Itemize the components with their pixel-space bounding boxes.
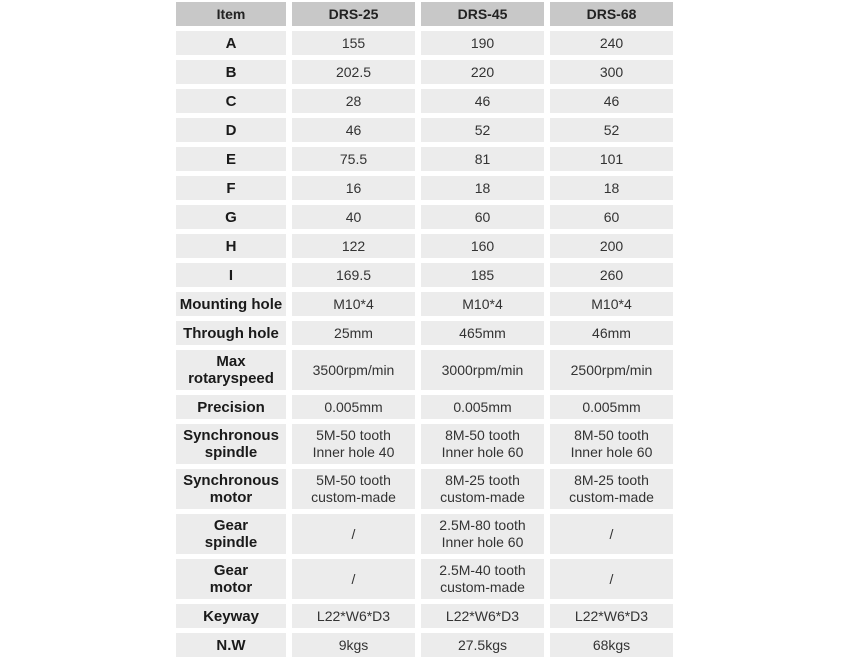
cell-line: 46 [345,121,362,138]
cell-line: 5M-50 tooth [316,472,391,488]
cell-drs-68 [550,263,673,287]
row-label-line: G [225,208,237,226]
row-label-line: Synchronous [183,427,279,444]
cell-drs-25 [292,118,415,142]
cell-line: 160 [470,237,495,254]
cell-line: 25mm [334,324,373,341]
cell-line: 46 [603,92,620,109]
row-label [176,147,286,171]
cell-line: 2.5M-80 tooth [439,517,526,533]
header-drs-68: DRS-68 [550,2,673,26]
cell-drs-68 [550,205,673,229]
table-row [176,234,673,258]
row-label [176,514,286,554]
row-label [176,234,286,258]
cell-line: L22*W6*D3 [316,607,391,624]
cell-drs-45 [421,321,544,345]
row-label-line: motor [209,579,253,596]
cell-line: 260 [599,266,624,283]
cell-drs-25 [292,147,415,171]
cell-line: 185 [470,266,495,283]
table-row [176,559,673,599]
cell-drs-25 [292,424,415,464]
cell-drs-25 [292,263,415,287]
row-label [176,633,286,657]
cell-drs-68 [550,350,673,390]
row-label [176,604,286,628]
row-label-line: I [228,266,234,284]
cell-line: 0.005mm [453,398,512,415]
row-label-line: Gear [213,562,249,579]
row-label-line: A [225,34,237,52]
row-label-line: spindle [204,444,258,461]
table-row [176,633,673,657]
cell-drs-25 [292,559,415,599]
table-row [176,424,673,464]
cell-line: 81 [474,150,491,167]
row-label-line: F [226,179,236,197]
row-label-line: Through hole [183,324,279,342]
table-row [176,604,673,628]
cell-line: 202.5 [335,63,372,80]
cell-drs-25 [292,350,415,390]
table-row [176,350,673,390]
cell-drs-25 [292,604,415,628]
cell-drs-25 [292,514,415,554]
cell-drs-68 [550,559,673,599]
row-label-line: H [225,237,237,255]
cell-line: 68kgs [592,636,631,653]
cell-line: 18 [603,179,620,196]
cell-drs-45 [421,514,544,554]
cell-drs-68 [550,118,673,142]
table-row [176,292,673,316]
cell-line: / [351,525,356,542]
cell-drs-45 [421,176,544,200]
cell-line: 8M-50 tooth [445,427,520,443]
cell-line: 46 [474,92,491,109]
cell-drs-68 [550,176,673,200]
cell-drs-45 [421,89,544,113]
cell-line: 2500rpm/min [570,361,653,378]
cell-line: 300 [599,63,624,80]
cell-line: / [351,570,356,587]
cell-line: 169.5 [335,266,372,283]
cell-drs-45 [421,633,544,657]
cell-drs-25 [292,31,415,55]
cell-line: L22*W6*D3 [445,607,520,624]
row-label [176,350,286,390]
row-label-line: Mounting hole [179,295,283,313]
header-row [176,2,673,26]
table-row [176,176,673,200]
cell-drs-45 [421,31,544,55]
row-label-line: Precision [197,398,265,416]
cell-drs-25 [292,205,415,229]
cell-drs-68 [550,514,673,554]
cell-line: 3500rpm/min [312,361,395,378]
cell-line: 60 [474,208,491,225]
table-row [176,395,673,419]
cell-line: 27.5kgs [457,636,508,653]
table-row [176,469,673,509]
spec-table [170,0,679,662]
table-row [176,205,673,229]
cell-drs-25 [292,292,415,316]
cell-drs-68 [550,89,673,113]
cell-line: 60 [603,208,620,225]
row-label-line: Gear [213,517,249,534]
row-label [176,469,286,509]
row-label [176,89,286,113]
row-label [176,60,286,84]
cell-line: Inner hole 60 [441,444,524,460]
cell-line: M10*4 [462,295,503,312]
cell-line: custom-made [311,489,396,505]
cell-line: 75.5 [339,150,368,167]
cell-line: 28 [345,92,362,109]
row-label-line: N.W [216,636,246,654]
cell-drs-45 [421,604,544,628]
table-row [176,147,673,171]
row-label-line: D [225,121,237,139]
row-label-line: E [225,150,236,168]
cell-line: 46mm [592,324,631,341]
table-row [176,321,673,345]
row-label-line: Keyway [203,607,259,625]
cell-line: 220 [470,63,495,80]
cell-line: 0.005mm [582,398,641,415]
cell-drs-25 [292,234,415,258]
cell-drs-45 [421,559,544,599]
cell-drs-68 [550,60,673,84]
table-row [176,31,673,55]
cell-line: 8M-50 tooth [574,427,649,443]
row-label [176,321,286,345]
cell-drs-45 [421,234,544,258]
cell-line: 8M-25 tooth [574,472,649,488]
cell-drs-25 [292,176,415,200]
header-drs-25: DRS-25 [292,2,415,26]
row-label [176,292,286,316]
cell-line: custom-made [569,489,654,505]
cell-line: / [609,525,614,542]
cell-drs-45 [421,350,544,390]
row-label [176,395,286,419]
row-label [176,176,286,200]
row-label-line: B [225,63,237,81]
cell-drs-45 [421,424,544,464]
header-drs-45: DRS-45 [421,2,544,26]
cell-line: 240 [599,34,624,51]
cell-drs-68 [550,292,673,316]
table-row [176,263,673,287]
table-row [176,60,673,84]
cell-drs-45 [421,395,544,419]
row-label-line: rotaryspeed [188,370,274,387]
cell-drs-25 [292,60,415,84]
table-row [176,89,673,113]
cell-drs-25 [292,89,415,113]
cell-drs-45 [421,147,544,171]
cell-drs-25 [292,321,415,345]
cell-drs-68 [550,424,673,464]
cell-drs-68 [550,147,673,171]
cell-line: 2.5M-40 tooth [439,562,526,578]
cell-line: 3000rpm/min [441,361,524,378]
cell-drs-25 [292,395,415,419]
cell-drs-68 [550,395,673,419]
cell-line: 200 [599,237,624,254]
table-row [176,514,673,554]
cell-line: M10*4 [333,295,374,312]
cell-line: custom-made [440,579,525,595]
table-row [176,118,673,142]
row-label-line: C [225,92,237,110]
cell-line: 52 [603,121,620,138]
cell-drs-45 [421,60,544,84]
cell-line: Inner hole 40 [312,444,395,460]
cell-drs-45 [421,118,544,142]
cell-line: 101 [599,150,624,167]
cell-line: / [609,570,614,587]
cell-line: M10*4 [591,295,632,312]
cell-line: 52 [474,121,491,138]
cell-drs-45 [421,205,544,229]
cell-line: 9kgs [338,636,369,653]
row-label [176,31,286,55]
table-body [176,31,673,657]
cell-line: L22*W6*D3 [574,607,649,624]
cell-line: 8M-25 tooth [445,472,520,488]
cell-drs-68 [550,321,673,345]
row-label [176,424,286,464]
row-label [176,118,286,142]
cell-line: 155 [341,34,366,51]
cell-line: 16 [345,179,362,196]
cell-line: 465mm [459,324,506,341]
header-item: Item [176,2,286,26]
row-label-line: spindle [204,534,258,551]
cell-line: 40 [345,208,362,225]
row-label-line: Max [216,353,246,370]
row-label-line: Synchronous [183,472,279,489]
cell-drs-68 [550,234,673,258]
row-label-line: motor [209,489,253,506]
cell-drs-45 [421,469,544,509]
cell-line: Inner hole 60 [441,534,524,550]
cell-drs-45 [421,292,544,316]
cell-drs-68 [550,31,673,55]
cell-line: 18 [474,179,491,196]
cell-drs-68 [550,469,673,509]
row-label [176,205,286,229]
cell-line: 0.005mm [324,398,383,415]
cell-drs-68 [550,604,673,628]
row-label [176,559,286,599]
cell-drs-45 [421,263,544,287]
cell-line: 5M-50 tooth [316,427,391,443]
row-label [176,263,286,287]
cell-line: Inner hole 60 [570,444,653,460]
cell-drs-68 [550,633,673,657]
cell-drs-25 [292,469,415,509]
cell-line: custom-made [440,489,525,505]
cell-line: 122 [341,237,366,254]
cell-drs-25 [292,633,415,657]
cell-line: 190 [470,34,495,51]
